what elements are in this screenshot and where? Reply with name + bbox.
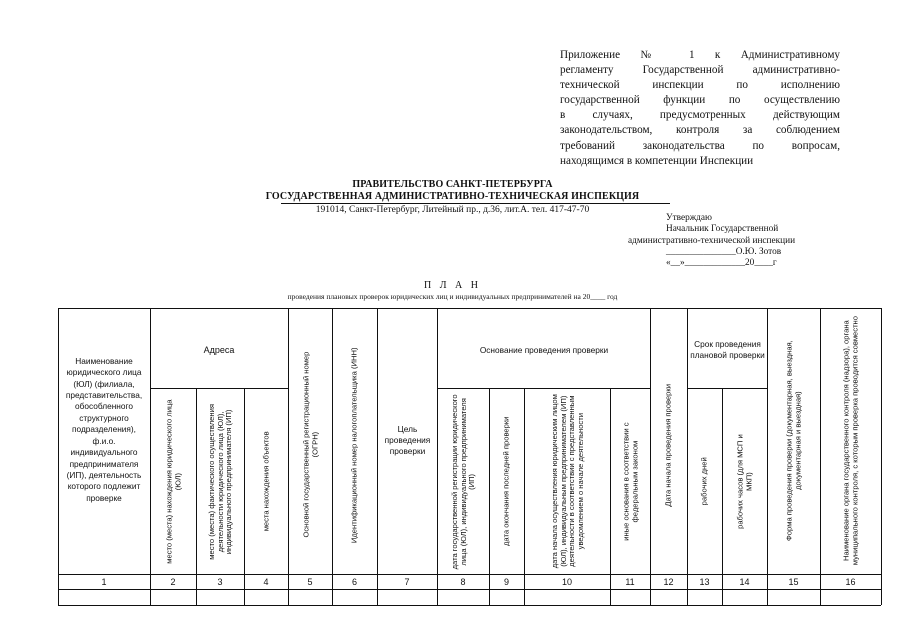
- header-basis-registration-text: дата государственной регистрации юридического лица (ЮЛ), индивидуального предпринимателя (ИП): [449, 393, 476, 570]
- header-term-days: [688, 389, 722, 574]
- header-purpose: Цель проведения проверки: [384, 423, 431, 456]
- plan-subtitle: проведения плановых проверок юридических лиц и индивидуальных предпринимателей на 20____ год: [287, 292, 618, 301]
- column-number: 14: [739, 577, 750, 587]
- appendix-line: технической инспекции по исполнению: [560, 79, 840, 92]
- header-addr-actual: [197, 389, 244, 574]
- header-basis-other: [611, 389, 650, 574]
- column-number: 11: [625, 577, 635, 587]
- header-term-days-text: рабочих дней: [699, 457, 709, 506]
- column-number: 16: [845, 577, 856, 587]
- header-form-text: Форма проведения проверки (документарная, выездная, документарная и выездная): [784, 340, 802, 542]
- column-number: 9: [503, 577, 509, 587]
- header-inn-text: Идентификационный номер налогоплательщика (ИНН): [349, 347, 359, 543]
- table-border-top: [58, 308, 881, 309]
- header-joint-authority: [821, 310, 881, 572]
- column-number: 8: [460, 577, 466, 587]
- column-number: 2: [170, 577, 176, 587]
- header-basis-activity-start: [525, 389, 610, 574]
- header-term-hours-text: рабочих часов (для МСП и МКП): [735, 434, 753, 529]
- plan-title: П Л А Н: [424, 280, 481, 291]
- header-addr-actual-text: место (места) фактического осуществления деятельности юридического лица (ЮЛ), индивидуального предпринимателя (ИП): [206, 403, 233, 560]
- approval-word: Утверждаю: [666, 213, 712, 223]
- header-form: [768, 310, 820, 572]
- header-start-date-text: Дата начала проведения проверки: [663, 383, 673, 507]
- header-addr-objects: [245, 389, 288, 574]
- appendix-line: законодательством, контроля за соблюдением: [560, 124, 840, 137]
- approval-position: Начальник Государственной: [666, 224, 779, 235]
- approval-position: административно-технической инспекции: [628, 235, 796, 246]
- column-number: 4: [263, 577, 269, 587]
- approval-date: «__»_____________20____г: [666, 258, 777, 269]
- column-number: 1: [101, 577, 107, 587]
- header-ogrn: [289, 330, 332, 560]
- appendix-line: требований законодательства по вопросам,: [560, 139, 840, 152]
- header-basis-activity-start-text: дата начала осуществления юридическим лицом (ЮЛ), индивидуальным предпринимателем (ИП) деятельности в соответствии с представленным уведомлением о начале деятельности: [549, 394, 585, 569]
- government-title: ПРАВИТЕЛЬСТВО САНКТ-ПЕТЕРБУРГА: [352, 179, 553, 190]
- header-basis-last-check: [490, 389, 524, 574]
- table-line: [58, 308, 59, 605]
- header-term-group: Срок проведения плановой проверки: [690, 338, 765, 360]
- header-address-group: Адреса: [203, 345, 235, 355]
- approval-signature: _______________О.Ю. Зотов: [666, 246, 782, 257]
- header-addr-legal: [151, 389, 196, 574]
- appendix-line: находящимся в компетенции Инспекции: [560, 154, 754, 167]
- column-number: 5: [307, 577, 313, 587]
- header-addr-legal-text: место (места) нахождения юридического лица (ЮЛ): [163, 399, 182, 564]
- inspection-title: ГОСУДАРСТВЕННАЯ АДМИНИСТРАТИВНО-ТЕХНИЧЕСКАЯ ИНСПЕКЦИЯ: [265, 191, 640, 202]
- header-entity-name: Наименование юридического лица (ЮЛ) (филиала, представительства, обособленного структурного подразделения), ф.и.о. индивидуального предпринимателя (ИП), деятельность которого подлежит проверке: [65, 355, 143, 503]
- header-start-date: [651, 330, 687, 560]
- column-number: 7: [404, 577, 410, 587]
- header-inn: [333, 330, 377, 560]
- appendix-line: регламенту Государственной административно-: [560, 64, 840, 77]
- header-ogrn-text: Основной государственный регистрационный номер (ОГРН): [300, 352, 319, 538]
- header-basis-last-check-text: дата окончания последней проверки: [501, 416, 511, 547]
- column-number: 12: [663, 577, 674, 587]
- header-term-hours: [723, 389, 767, 574]
- appendix-line: в случаях, предусмотренных действующим: [560, 109, 840, 122]
- column-number: 13: [699, 577, 710, 587]
- appendix-line: государственной функции по осуществлению: [560, 94, 840, 107]
- inspection-address: 191014, Санкт-Петербург, Литейный пр., д.36, лит.А. тел. 417-47-70: [315, 205, 590, 215]
- table-border-right: [881, 308, 882, 605]
- table-border-bottom: [58, 605, 881, 606]
- column-number: 10: [561, 577, 572, 587]
- header-basis-registration: [438, 389, 489, 574]
- header-joint-authority-text: Наименование органа государственного контроля (надзора), органа муниципального контроля, с которым проверка проводится совместно: [841, 316, 859, 566]
- header-basis-other-text: иные основания в соответствии с федеральным законом: [620, 422, 639, 541]
- header-basis-group: Основание проведения проверки: [479, 345, 609, 355]
- table-line: [58, 589, 881, 590]
- column-number: 6: [351, 577, 357, 587]
- column-number: 15: [788, 577, 799, 587]
- column-number: 3: [217, 577, 223, 587]
- header-addr-objects-text: места нахождения объектов: [261, 431, 271, 532]
- appendix-line: Приложение № 1 к Административному: [560, 49, 840, 61]
